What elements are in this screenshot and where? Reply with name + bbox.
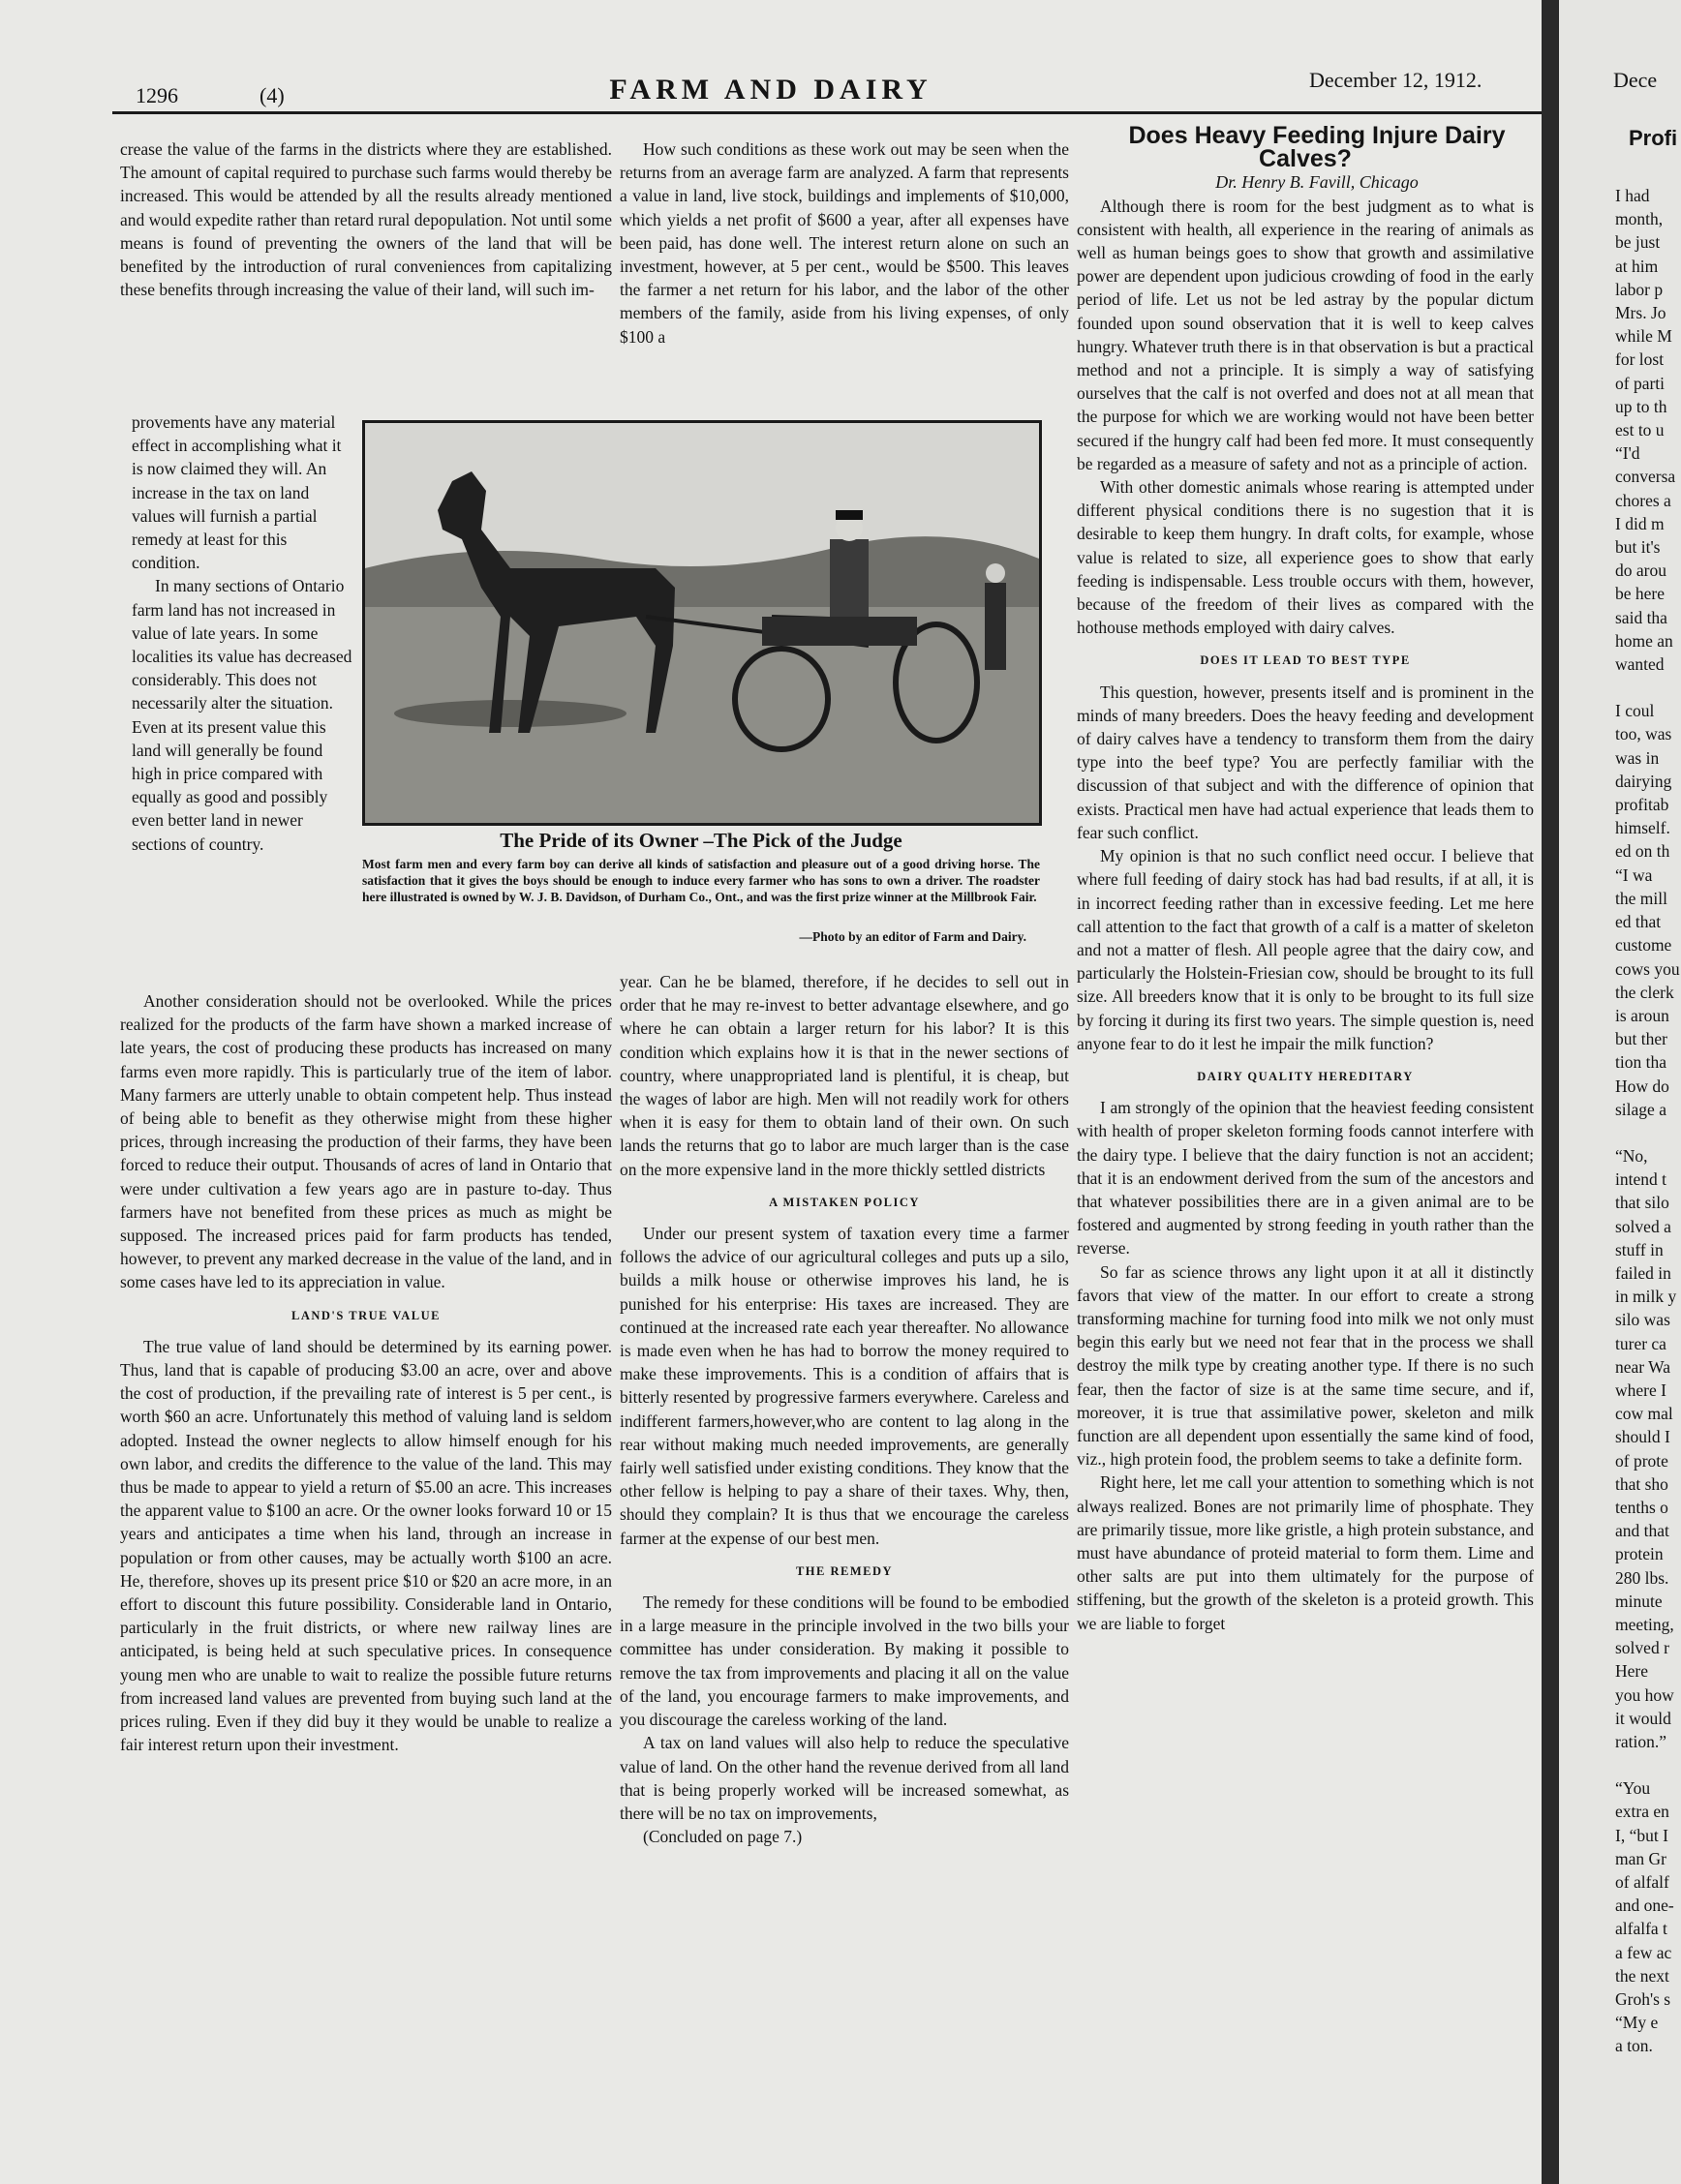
next-page-line: cow mal <box>1615 1404 1673 1424</box>
next-page-line: “You <box>1615 1778 1651 1799</box>
next-page-line: stuff in <box>1615 1239 1664 1259</box>
paragraph: Under our present system of taxation every time a farmer follows the advice of our agricultural colleges and puts up a silo, builds a milk house or otherwise improves his land, he is punished for his enterprise: His taxes are increased. They are continued at the increased rate each year thereafter. No allowance is made even when he has had to borrow the money required to make these improvements. This is a condition of affairs that is bitterly resented by progressive farmers everywhere. Careless and indifferent farmers,however,who are content to lag along in the rear without making much needed improvements, are generally fairly well satisfied under existing conditions. They know that the other fellow is helping to pay a share of their taxes. Why, then, should they complain? It is thus that we encourage the careless farmer at the expense of our best men. <box>620 1224 1069 1548</box>
photo-credit: —Photo by an editor of Farm and Dairy. <box>799 929 1026 944</box>
next-page-line: for lost <box>1615 349 1665 370</box>
next-page-line: conversa <box>1615 467 1676 487</box>
section-heading: DOES IT LEAD TO BEST TYPE <box>1200 653 1411 668</box>
column-1-narrow <box>132 410 352 856</box>
next-page-line: the clerk <box>1615 982 1674 1002</box>
horse-photo-illustration <box>365 423 1039 823</box>
paragraph: A tax on land values will also help to reduce the speculative value of land. On the other hand the revenue derived from all land that is being properly worked will be increased somewhat, as there will be no tax on improvements, <box>620 1733 1069 1823</box>
article-title: Does Heavy Feeding Injure Dairy Calves? <box>1128 122 1506 173</box>
next-page-line: “No, <box>1615 1145 1648 1166</box>
next-page-line: you how <box>1615 1684 1674 1705</box>
next-page-line: 280 lbs. <box>1615 1567 1669 1588</box>
next-page-line: tenths o <box>1615 1497 1668 1517</box>
next-page-line: solved a <box>1615 1216 1671 1236</box>
next-page-line: be just <box>1615 232 1661 253</box>
next-page-line: but ther <box>1615 1029 1667 1049</box>
header-rule <box>112 111 1542 114</box>
next-page-line: up to th <box>1615 396 1667 416</box>
paragraph: crease the value of the farms in the districts where they are established. The amount of capital required to purchase such farms would thereby be increased. This would be attended by all the results already mentioned and would expedite rather than retard rural depopulation. Not until some means is found of preventing the owners of the land that will be benefited by the introduction of rural conveniences from capitalizing these benefits through increasing the value of their land, will such im- <box>120 139 612 300</box>
next-page-line: at him <box>1615 256 1659 276</box>
next-page-line: profitab <box>1615 795 1669 815</box>
next-page-line: “My e <box>1615 2013 1659 2033</box>
next-page-text <box>1615 184 1681 2058</box>
next-page-line: minute <box>1615 1591 1663 1611</box>
column-2-bottom <box>620 970 1069 1848</box>
paragraph: This question, however, presents itself and is prominent in the minds of many breeders. Does the heavy feeding and development of dairy calves have a tendency to transform them from the dairy type into the beef type? You are perfectly familiar with the discussion of that subject and with the difference of opinion that exists. Practical men have had actual experience that leads them to fear such conflict. <box>1077 682 1534 842</box>
next-page-line: dairying <box>1615 771 1672 791</box>
next-page-line: chores a <box>1615 490 1671 510</box>
next-page-line: How do <box>1615 1076 1669 1096</box>
horse-and-buggy-photo <box>362 420 1042 826</box>
next-page-line: is aroun <box>1615 1005 1669 1025</box>
column-2-top <box>620 137 1069 349</box>
next-page-line: month, <box>1615 209 1664 229</box>
paragraph: With other domestic animals whose rearing is attempted under different physical conditions there is no sugestion that it is desirable to keep them hungry. In draft colts, for example, whose value is related to size, all experience goes to show that early feeding is indispensable. Less trouble occurs with them, however, because of the freedom of their lives as compared with the hothouse methods employed with dairy calves. <box>1077 477 1534 638</box>
column-1-bottom <box>120 989 612 1757</box>
paragraph: year. Can he be blamed, therefore, if he decides to sell out in order that he may re-invest to better advantage elsewhere, and go where he can obtain a larger return for his labor? It is this condition which explains how it is that in the newer sections of country, where unappropriated land is plentiful, it is cheap, but the wages of labor are high. Men will not readily work for others when it is easy for them to obtain land of their own. On such lands the returns that go to labor are much larger than is the case on the more expensive land in the more thickly settled districts <box>620 972 1069 1179</box>
next-page-line: silage a <box>1615 1099 1666 1119</box>
next-page-line: himself. <box>1615 818 1670 838</box>
next-page-line: home an <box>1615 630 1673 651</box>
next-page-line: Here <box>1615 1661 1649 1682</box>
next-page-line: I, “but I <box>1615 1825 1668 1845</box>
next-page-line: be here <box>1615 584 1666 604</box>
next-page-line: a few ac <box>1615 1942 1672 1962</box>
section-heading: DAIRY QUALITY HEREDITARY <box>1197 1069 1414 1083</box>
next-page-line: Groh's s <box>1615 1989 1671 2010</box>
section-heading: A MISTAKEN POLICY <box>769 1195 920 1209</box>
next-page-line: should I <box>1615 1427 1670 1447</box>
paragraph: The remedy for these conditions will be found to be embodied in a large measure in the principle involved in the two bills your committee has under consideration. By making it possible to remove the tax from improvements and placing it all on the value of the land, you encourage farmers to make improvements, and you discourage the careless working of the land. <box>620 1592 1069 1730</box>
next-page-line: where I <box>1615 1380 1666 1400</box>
next-page-line: ration.” <box>1615 1732 1666 1751</box>
paragraph: The true value of land should be determined by its earning power. Thus, land that is capable of producing $3.00 an acre, over and above the cost of production, if the prevailing rate of interest is 5 per cent., is worth $60 an acre. Unfortunately this method of valuing land is seldom adopted. Instead the owner neglects to allow himself enough for his own labor, and credits the difference to the value of the land. This may thus be made to appear to yield a return of $5.00 an acre. This increases the apparent value to $100 an acre. Or the owner looks forward 10 or 15 years and anticipates a time when his land, through an increase in population or from other causes, may be actually worth $100 an acre. He, therefore, shoves up its present price $10 or $20 an acre more, in an effort to discount this future possibility. Considerable land in Ontario, particularly in the fruit districts, or where new railway lines are anticipated, is being held at such speculative prices. In consequence young men who are unable to wait to realize the possible future returns from increased land values are prevented from buying such land at the prices ruling. Even if they did buy it they would be unable to realize a fair interest return upon their investment. <box>120 1336 612 1755</box>
next-page-line: wanted <box>1615 654 1665 675</box>
next-page-line <box>1615 676 1681 699</box>
next-page-line: the mill <box>1615 888 1667 908</box>
next-page-line: the next <box>1615 1965 1669 1986</box>
next-page-line: silo was <box>1615 1310 1670 1330</box>
paragraph: Another consideration should not be overlooked. While the prices realized for the products of the farm have shown a marked increase of late years, the cost of producing these products has increased on many farms even more rapidly. This is particularly true of the item of labor. Many farmers are utterly unable to obtain competent help. Thus instead of being able to benefit as they otherwise might from these higher prices, through increasing the production of their farms, they have been forced to reduce their output. Thousands of acres of land in Ontario that were under cultivation a few years ago are in pasture to-day. Thus farmers have not benefited from these prices as much as might be supposed. The increased prices paid for farm products has tended, however, to prevent any marked decrease in the value of the land, and in some cases have led to its appreciation in value. <box>120 991 612 1292</box>
paragraph: Right here, let me call your attention to something which is not always realized. Bones are not primarily lime of phosphate. They are primarily tissue, more like gristle, a high protein substance, and must have abundance of proteid material to form them. Lime and other salts are put into them ultimately for the purpose of stiffening, but the growth of the skeleton is a proteid growth. This we are liable to forget <box>1077 1472 1534 1633</box>
next-page-line: I coul <box>1615 701 1655 721</box>
next-page-line: solved r <box>1615 1638 1669 1658</box>
paragraph: In many sections of Ontario farm land has not increased in value of late years. In some localities its value has decreased considerably. This does not necessarily alter the situation. Even at its present value this land will generally be found high in price compared with equally as good and possibly even better land in newer sections of country. <box>132 576 352 854</box>
section-heading: THE REMEDY <box>795 1563 894 1578</box>
next-page-line: near Wa <box>1615 1356 1671 1377</box>
next-page-line: intend t <box>1615 1169 1666 1190</box>
next-page-line: labor p <box>1615 279 1664 299</box>
masthead-title: FARM AND DAIRY <box>609 74 932 106</box>
next-page-line: turer ca <box>1615 1333 1666 1353</box>
page-number: 1296 <box>136 83 178 107</box>
continued-note: (Concluded on page 7.) <box>643 1827 803 1847</box>
next-page-line: and one- <box>1615 1896 1674 1916</box>
next-page-line: of parti <box>1615 373 1666 393</box>
next-page-line: “I'd <box>1615 443 1640 464</box>
next-page-line: it would <box>1615 1708 1671 1728</box>
next-page-line: of alfalf <box>1615 1872 1669 1893</box>
next-page-line: tion tha <box>1615 1052 1666 1073</box>
page-sub-number: (4) <box>260 83 285 107</box>
article-byline: Dr. Henry B. Favill, Chicago <box>1215 172 1419 193</box>
next-page-line: ed on th <box>1615 841 1670 862</box>
next-page-line: but it's <box>1615 537 1661 558</box>
next-page-line: Mrs. Jo <box>1615 303 1666 323</box>
next-page-line: of prote <box>1615 1450 1668 1471</box>
next-page-line: extra en <box>1615 1802 1669 1822</box>
photo-caption: Most farm men and every farm boy can derive all kinds of satisfaction and pleasure out of a good driving horse. The satisfaction that it gives the boys should be enough to induce every farmer who has sons to own a driver. The roadster here illustrated is owned by W. J. B. Davidson, of Durham Co., Ont., and was the first prize winner at the Millbrook Fair. <box>362 857 1040 904</box>
next-page-line: a ton. <box>1615 2036 1653 2056</box>
next-page-line: cows you <box>1615 958 1680 979</box>
next-page-line: alfalfa t <box>1615 1919 1667 1939</box>
photo-caption-title: The Pride of its Owner –The Pick of the Judge <box>500 829 902 852</box>
next-page-line <box>1615 1121 1681 1144</box>
next-page-line <box>1615 1753 1681 1776</box>
section-heading: LAND'S TRUE VALUE <box>290 1308 441 1322</box>
issue-date: December 12, 1912. <box>1309 68 1482 92</box>
next-page-line: I had <box>1615 186 1650 205</box>
next-page-line: while M <box>1615 326 1672 347</box>
paragraph: Although there is room for the best judgment as to what is consistent with health, all experience in the rearing of animals as well as human beings goes to show that growth and assimilative power are dependent upon judicious crowding of food in the early period of life. Let us not be led astray by the popular dictum founded upon sound observation that it is well to keep calves hungry. Whatever truth there is in that observation is but a practical method and not a principle. It is simply a way of satisfying ourselves that the calf is not overfed and does not at all mean that the purpose for which we are working would not have been better secured if the hungry calf had been fed more. It must consequently be regarded as a measure of safety and not as a principle of action. <box>1077 196 1534 473</box>
next-page-line: that sho <box>1615 1473 1668 1494</box>
next-page-line: said tha <box>1615 607 1667 627</box>
next-page-line: custome <box>1615 935 1672 956</box>
page-gutter <box>1542 0 1559 2184</box>
column-1-top <box>120 137 612 301</box>
next-page-line: est to u <box>1615 420 1665 440</box>
next-page-line: protein <box>1615 1544 1664 1564</box>
paragraph: provements have any material effect in accomplishing what it is now claimed they will. An increase in the tax on land values will furnish a partial remedy at least for this condition. <box>132 412 342 573</box>
next-page-title: Profi <box>1629 126 1678 150</box>
next-page-line: do arou <box>1615 561 1666 581</box>
next-page-line: failed in <box>1615 1262 1671 1283</box>
next-page-line: was in <box>1615 747 1660 768</box>
paragraph: So far as science throws any light upon it at all it distinctly favors that view of the matter. In our effort to create a strong transforming machine for turning food into milk we not only must begin this early but we need not fear that in the process we shall destroy the milk type by creating another type. If there is no such fear, then the factor of size is at the same time secure, and if, moreover, it is true that assimilative power, skeleton and milk function are all dependent upon essentially the same kind of food, viz., high protein food, the problem seems to take a definite form. <box>1077 1261 1534 1470</box>
next-page-line: man Gr <box>1615 1848 1666 1868</box>
next-page-line: in milk y <box>1615 1287 1677 1307</box>
next-page-line: too, was <box>1615 724 1672 744</box>
paragraph: I am strongly of the opinion that the heaviest feeding consistent with health of proper skeleton forming foods cannot interfere with the dairy type. I believe that the dairy function is not an accident; that it is an endowment derived from the sum of the ancestors and that whatever possibilities there are in a given animal are to be fostered and augmented by strong feeding in youth rather than the reverse. <box>1077 1098 1534 1259</box>
next-page-header: Dece <box>1613 68 1658 92</box>
next-page-line: meeting, <box>1615 1614 1674 1634</box>
next-page-line: that silo <box>1615 1193 1669 1213</box>
next-page-line: ed that <box>1615 912 1662 932</box>
paragraph: My opinion is that no such conflict need occur. I believe that where full feeding of dairy stock has had bad results, if at all, it is in incorrect feeding rather than in excessive feeding. Let me here call attention to the fact that growth of a calf is a matter of skeleton and not a matter of flesh. All people agree that the dairy cow, and particularly the Holstein-Friesian cow, should be brought to its full size. All breeders know that it is only to be brought to its full size by forcing it during its first two years. The simple question is, need anyone fear to do it lest he impair the milk function? <box>1077 846 1534 1053</box>
next-page-line: and that <box>1615 1521 1669 1541</box>
column-3-article <box>1077 124 1534 1635</box>
paragraph: How such conditions as these work out may be seen when the returns from an average farm are analyzed. A farm that represents a value in land, live stock, buildings and implements of $10,000, which yields a net profit of $600 a year, after all expenses have been paid, has done well. The interest return alone on such an investment, however, at 5 per cent., would be $500. This leaves the farmer a net return for his labor, and the labor of the other members of the family, aside from his living expenses, of only $100 a <box>620 139 1069 347</box>
next-page-line: “I wa <box>1615 864 1653 885</box>
next-page-line: I did m <box>1615 513 1665 533</box>
